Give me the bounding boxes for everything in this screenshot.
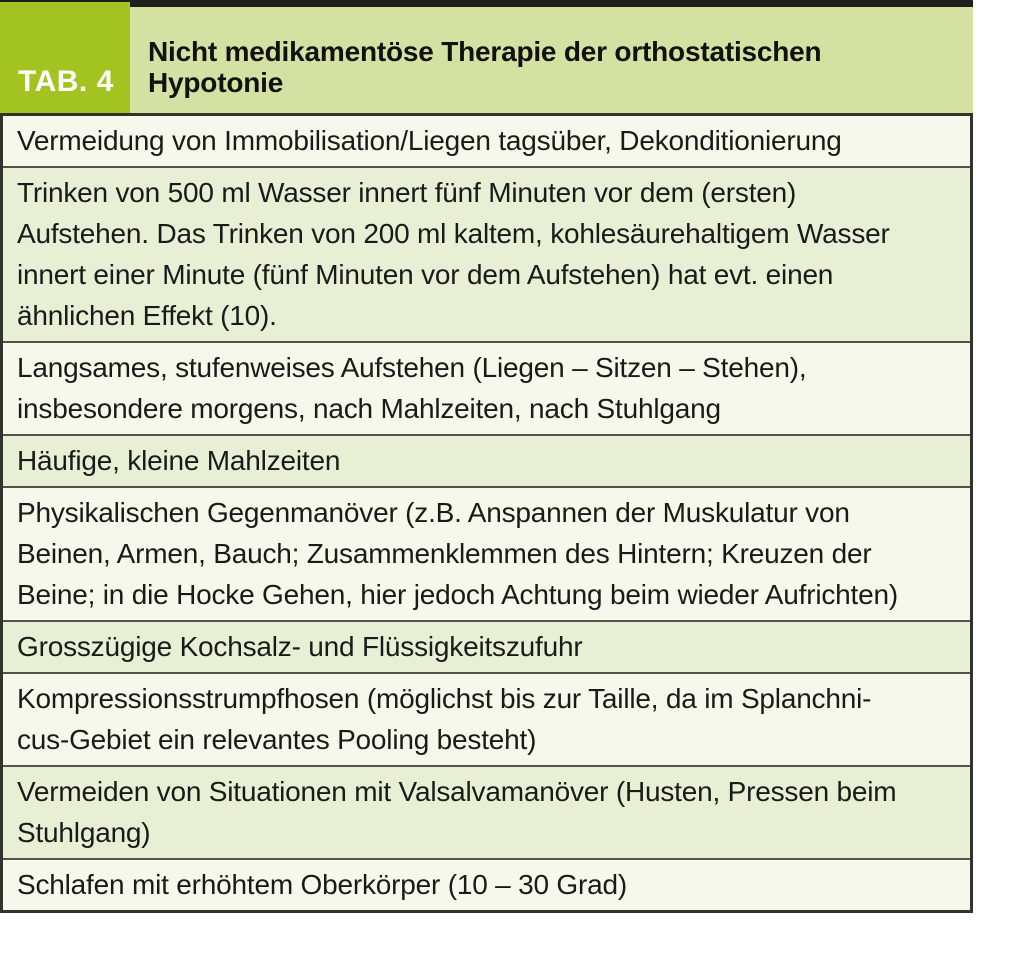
table-row-line: Grosszügige Kochsalz- und Flüssigkeitszufuhr — [17, 631, 583, 662]
table-row — [3, 765, 970, 858]
table-row-line: innert einer Minute (fünf Minuten vor dem Aufstehen) hat evt. einen — [17, 259, 834, 290]
table-row-line: Beine; in die Hocke Gehen, hier jedoch Achtung beim wieder Aufrichten) — [17, 579, 898, 610]
table-title-bar — [130, 0, 973, 113]
table-row-line: Kompressionsstrumpfhosen (möglichst bis zur Taille, da im Splanchni- — [17, 683, 872, 714]
table-row-line: cus-Gebiet ein relevantes Pooling besteht) — [17, 724, 537, 755]
table-header — [0, 0, 973, 113]
table-row-line: Aufstehen. Das Trinken von 200 ml kaltem, kohlesäurehaltigem Wasser — [17, 218, 890, 249]
table-row — [3, 341, 970, 434]
table-row-line: Schlafen mit erhöhtem Oberkörper (10 – 30 Grad) — [17, 869, 628, 900]
table-row-line: Langsames, stufenweises Aufstehen (Liegen – Sitzen – Stehen), — [17, 352, 807, 383]
table-row-line: Physikalischen Gegenmanöver (z.B. Anspannen der Muskulatur von — [17, 497, 850, 528]
table-row — [3, 434, 970, 486]
table-row — [3, 486, 970, 620]
table-row — [3, 858, 970, 910]
table-row — [3, 672, 970, 765]
table-row-line: ähnlichen Effekt (10). — [17, 300, 277, 331]
table-row-line: Trinken von 500 ml Wasser innert fünf Minuten vor dem (ersten) — [17, 177, 797, 208]
table-row-line: Vermeidung von Immobilisation/Liegen tagsüber, Dekonditionierung — [17, 125, 842, 156]
table-row-line: Häufige, kleine Mahlzeiten — [17, 445, 341, 476]
table-number-badge — [0, 0, 130, 113]
table-row — [3, 166, 970, 341]
table-row-line: Beinen, Armen, Bauch; Zusammenklemmen des Hintern; Kreuzen der — [17, 538, 872, 569]
table-row — [3, 620, 970, 672]
table-row-line: Stuhlgang) — [17, 817, 151, 848]
table-title: Nicht medikamentöse Therapie der orthostatischen Hypotonie — [148, 36, 822, 99]
table-number-label: TAB. 4 — [18, 65, 114, 98]
table-row — [3, 116, 970, 166]
table-row-line: insbesondere morgens, nach Mahlzeiten, nach Stuhlgang — [17, 393, 721, 424]
table-row-line: Vermeiden von Situationen mit Valsalvamanöver (Husten, Pressen beim — [17, 776, 897, 807]
table-body — [0, 113, 973, 913]
